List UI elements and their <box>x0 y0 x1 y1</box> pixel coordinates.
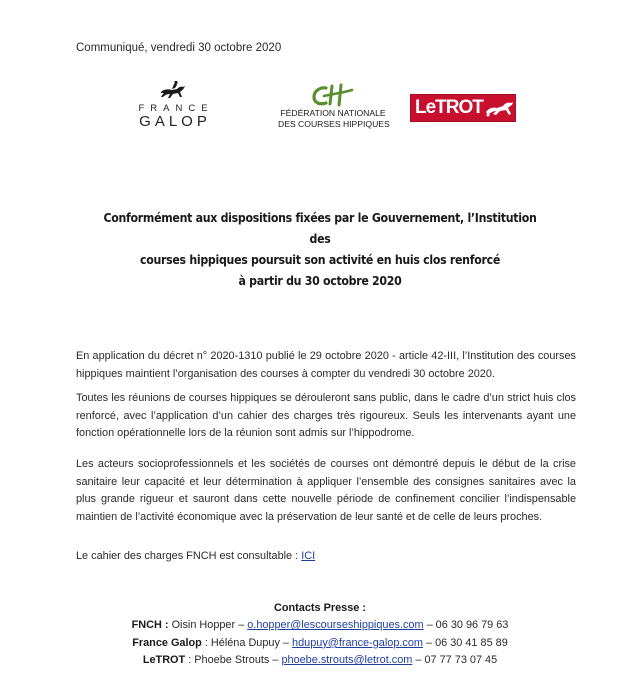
headline-line2: courses hippiques poursuit son activité en huis clos renforcé <box>140 253 500 268</box>
contact-name: Phoebe Strouts – <box>194 654 282 667</box>
fnch-ch-mark <box>308 82 358 108</box>
paragraph-decree: En application du décret n° 2020-1310 publié le 29 octobre 2020 - article 42-III, l’Institution des courses hippiques maintient l’organisation des courses à compter du vendredi 30 octobre 2020. <box>76 350 576 380</box>
contact-phone: – 06 30 41 85 89 <box>422 636 508 649</box>
headline-line1: Conformément aux dispositions fixées par le Gouvernement, l’Institution des <box>103 211 537 247</box>
contact-row-france-galop <box>80 635 560 652</box>
headline <box>96 208 543 292</box>
contact-email[interactable]: phoebe.strouts@letrot.com <box>281 654 413 667</box>
contact-row-letrot <box>80 652 560 669</box>
dateline: Communiqué, vendredi 30 octobre 2020 <box>76 42 282 54</box>
contact-name: Héléna Dupuy – <box>210 636 293 649</box>
cahier-link[interactable]: ICI <box>301 550 316 562</box>
cahier-text: Le cahier des charges FNCH est consultable : <box>76 550 302 562</box>
press-contacts <box>80 600 560 670</box>
contact-name: Oisin Hopper – <box>171 619 248 632</box>
letrot-wordmark: LeTROT <box>415 97 483 118</box>
cahier-des-charges-line <box>76 548 576 566</box>
contact-org: FNCH <box>131 619 162 632</box>
france-galop-logo <box>118 80 228 140</box>
contact-org: France Galop <box>132 636 202 649</box>
contact-sep: : <box>185 654 195 667</box>
headline-line3: à partir du 30 octobre 2020 <box>238 274 402 289</box>
paragraph-acteurs: Les acteurs socioprofessionnels et les sociétés de courses ont démontré depuis le début de la crise sanitaire leur capacité et leur détermination à appliquer l’ensemble des consignes sanitaires avec la plus grande rigueur et sauront dans cette nouvelle période de confinement concilier l’indispensable maintien de l’activité économique avec la préservation de leur santé et de celle de leurs proches. <box>76 458 576 523</box>
contact-sep: : <box>201 636 211 649</box>
contact-phone: – 06 30 96 79 63 <box>423 619 509 632</box>
france-galop-line1: FRANCE <box>138 103 214 114</box>
contact-org: LeTROT <box>142 654 186 667</box>
contact-row-fnch <box>80 617 560 634</box>
france-galop-line2: GALOP <box>139 113 211 130</box>
fnch-line1: FÉDÉRATION NATIONALE <box>280 108 386 118</box>
fnch-logo <box>278 82 388 138</box>
contact-phone: – 07 77 73 07 45 <box>412 654 498 667</box>
contact-email[interactable]: hdupuy@france-galop.com <box>292 636 423 649</box>
fnch-line2: DES COURSES HIPPIQUES <box>278 119 390 129</box>
paragraph-huis-clos: Toutes les réunions de courses hippiques se dérouleront sans public, dans le cadre d’un strict huis clos renforcé, avec l’application d’un cahier des charges très rigoureux. Seuls les intervenants ayant une fonction opérationnelle lors de la réunion sont admis sur l’hippodrome. <box>76 392 576 440</box>
letrot-logo <box>410 94 516 122</box>
trotting-horse-icon <box>484 98 514 118</box>
contact-email[interactable]: o.hopper@lescourseshippiques.com <box>247 619 424 632</box>
jockey-horse-icon <box>158 80 188 102</box>
contact-sep: : <box>161 619 172 632</box>
contacts-title: Contacts Presse : <box>273 602 366 614</box>
